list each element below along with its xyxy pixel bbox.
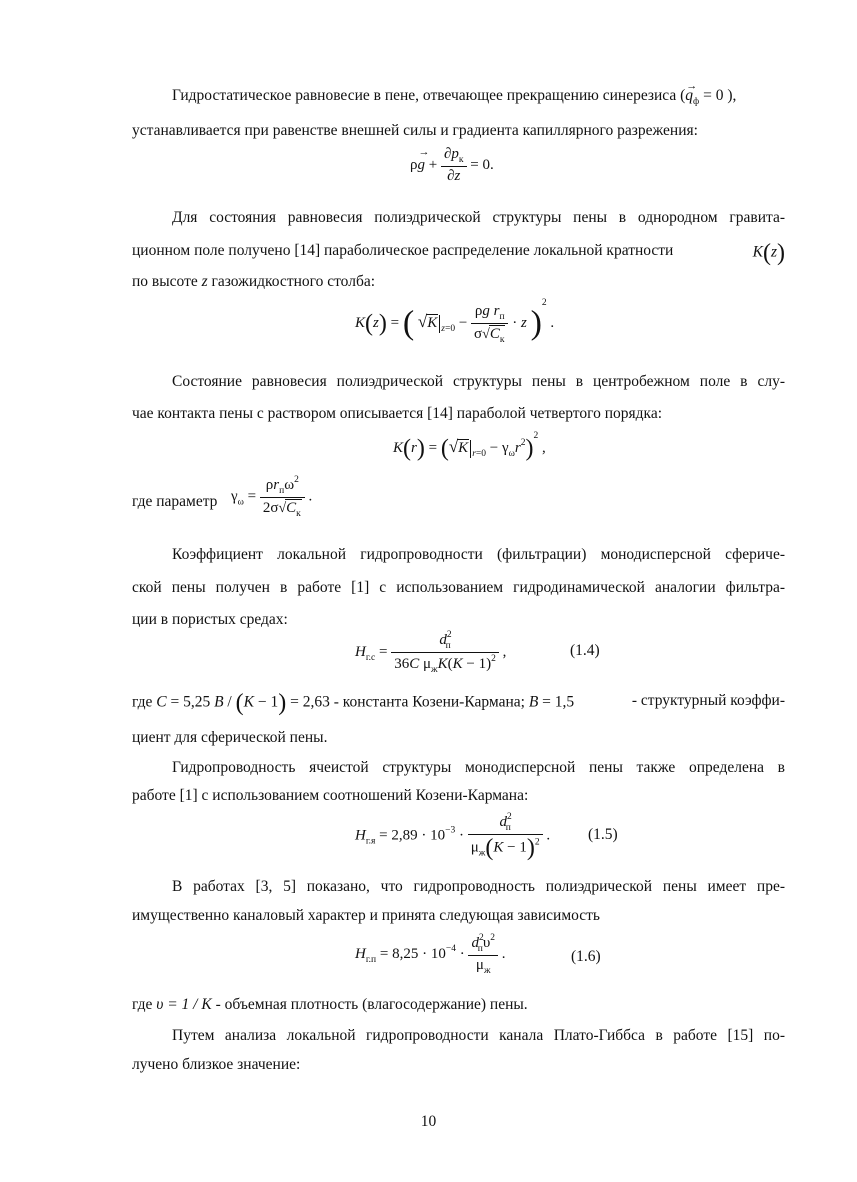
page-number: 10 (420, 1113, 437, 1130)
equation-K-z-parabolic: K(z) = ( √K $_{z=0}$ − $\frac{\rho g r_п}{\sigma√C_к}$ · z )$^2$ . (355, 298, 555, 345)
equation-1-5-coefficient: = 2,89 · 10 (379, 827, 446, 844)
paragraph-10-line-1: Путем анализа локальной гидропроводности канала Плато-Гиббса в работе [15] по- (172, 1027, 785, 1044)
formula-q-phi: → q (685, 80, 698, 104)
paragraph-7-line-1: Гидропроводность ячеистой структуры монодисперсной пены также определена в (172, 759, 785, 776)
paragraph-5-line-1: Коэффициент локальной гидропроводности (фильтрации) монодисперсной сфериче- (172, 546, 785, 563)
text: где (132, 693, 153, 711)
text: по высоте (132, 273, 198, 290)
formula-C-result: = 2,63 (290, 693, 330, 711)
paragraph-2-line-3 (132, 272, 375, 292)
text: ционном поле получено [14] параболическое распределение локальной кратности (132, 242, 674, 259)
equation-rhs: = 0. (470, 156, 494, 173)
formula-subscript: ф (693, 97, 700, 107)
paragraph-6-line-1: где C = 5,25 B / (K − 1) = 2,63 - константа Козени-Кармана; B = 1,5 - структурный коэффи- (132, 690, 785, 716)
text: где (132, 996, 153, 1013)
text: ), (727, 87, 737, 104)
formula-B-value: = 1,5 (542, 693, 575, 711)
paragraph-6-line-2: циент для сферической пены. (132, 729, 328, 746)
paragraph-8-line-1: В работах [3, 5] показано, что гидропроводность полиэдрической пены имеет пре- (172, 878, 785, 895)
text: газожидкостного столба: (211, 273, 376, 290)
paragraph-2-line-2 (132, 240, 785, 266)
paragraph-3-line-2: чае контакта пены с раствором описывается [14] параболой четвертого порядка: (132, 405, 663, 422)
equation-1-6: $H_{г.п} = 8,25 \cdot 10^{-4}$ · $\frac{d^2_п\upsilon^2}{\mu_ж}$ . (355, 933, 506, 976)
equation-1-5-exponent: −3 (445, 825, 456, 836)
paragraph-1-line-1 (172, 80, 737, 112)
equation-1-6-exponent: −4 (445, 943, 456, 954)
equation-1-6-coefficient: = 8,25 · 10 (379, 945, 446, 962)
equation-1-4-number: (1.4) (570, 642, 600, 659)
text: - константа Козени-Кармана; (333, 693, 525, 711)
paragraph-4-text: где параметр (132, 493, 218, 510)
formula-z: z (201, 273, 208, 290)
paragraph-1-line-2: устанавливается при равенстве внешней силы и градиента капиллярного разрежения: (132, 122, 698, 139)
equation-1-4: $H_{г.с}$ = $\frac{d^2_п}{36C \mu_жK(K - 1)^2}$ , (355, 630, 507, 675)
paragraph-2-line-1: Для состояния равновесия полиэдрической структуры пены в однородном гравита- (172, 209, 785, 226)
formula-K-of-z: K(z) (752, 240, 785, 266)
equation-1-5: $H_{г.я} = 2,89 \cdot 10^{-3}$ · $\frac{d^2_п}{\mu_ж(K - 1)^2}$ . (355, 812, 551, 861)
formula-zero: = 0 (703, 87, 724, 104)
paragraph-9 (132, 995, 528, 1015)
equation-hydrostatic-balance: ρ → g + $\frac{\partial p_к}{\partial z}$ = 0. (410, 145, 494, 184)
formula-upsilon: υ = 1 / K (156, 996, 212, 1013)
formula-C-value: = 5,25 (170, 693, 211, 711)
equation-K-r-fourth-order: K(r) = (√K $_{r=0} - \gamma_\omega r^2)^2$ , (393, 431, 546, 462)
paragraph-3-line-1: Состояние равновесия полиэдрической структуры пены в центробежном поле в слу- (172, 373, 785, 390)
equation-1-6-number: (1.6) (571, 948, 601, 965)
text: - структурный коэффи- (631, 692, 785, 709)
paragraph-5-line-2: ской пены получен в работе [1] с использованием гидродинамической аналогии фильтра- (132, 579, 785, 596)
paragraph-8-line-2: имущественно каналовый характер и принята следующая зависимость (132, 907, 600, 924)
paragraph-10-line-2: лучено близкое значение: (132, 1056, 301, 1073)
text: - объемная плотность (влагосодержание) пены. (215, 996, 528, 1013)
paragraph-5-line-3: ции в пористых средах: (132, 611, 288, 628)
text: Гидростатическое равновесие в пене, отвечающее прекращению синерезиса ( (172, 87, 686, 104)
equation-gamma-omega: $\gamma_\omega$ = $\frac{\rho r_п\omega^2}{2\sigma√C_к}$ . (231, 475, 313, 519)
equation-1-5-number: (1.5) (588, 826, 618, 843)
paragraph-7-line-2: работе [1] с использованием соотношений Козени-Кармана: (132, 787, 529, 804)
